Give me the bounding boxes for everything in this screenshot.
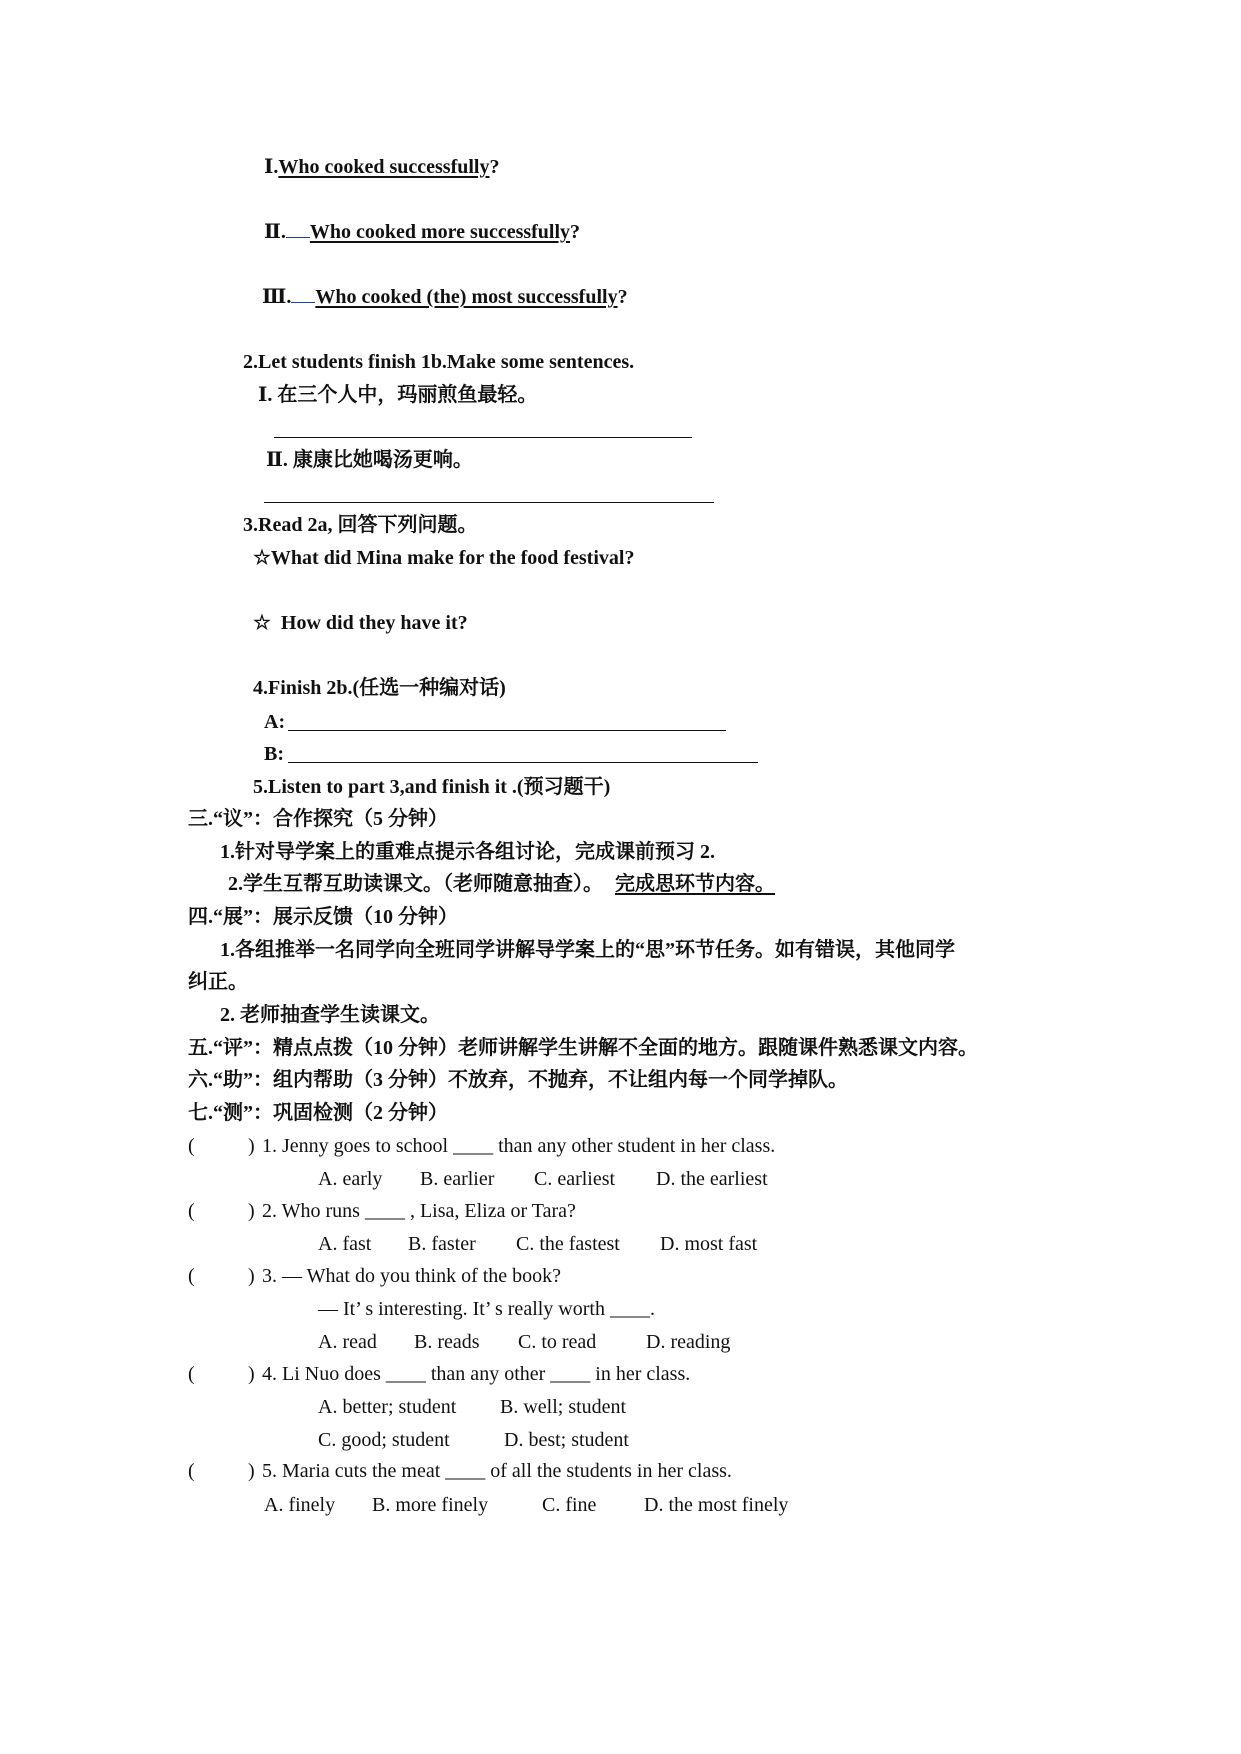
quiz-q1-option-c: C. earliest xyxy=(534,1168,616,1190)
section4-line2: 2. 老师抽查学生读课文。 xyxy=(220,1004,440,1026)
section7-heading: 七.“测”：巩固检测（2 分钟） xyxy=(188,1102,448,1124)
task2-answer-line-2 xyxy=(264,502,714,503)
quiz-q2-stem: 2. Who runs ____ , Lisa, Eliza or Tara? xyxy=(262,1200,576,1222)
quiz-q4-option-a: A. better; student xyxy=(318,1396,457,1418)
task3-question-2: ☆ How did they have it? xyxy=(253,612,468,634)
quiz-q4-paren-open: ( xyxy=(188,1363,195,1385)
q1-item-2-tail: ? xyxy=(570,221,581,243)
quiz-q4-paren-close: ) xyxy=(248,1363,255,1385)
q1-item-3-num: Ⅲ. xyxy=(262,286,292,308)
task2-item-2: Ⅱ. 康康比她喝汤更响。 xyxy=(266,449,473,471)
quiz-q5-option-c: C. fine xyxy=(542,1494,597,1516)
quiz-q3-stem: 3. — What do you think of the book? xyxy=(262,1265,562,1287)
q1-item-1-text: Who cooked successfully xyxy=(278,156,490,178)
quiz-q3-option-c: C. to read xyxy=(518,1331,597,1353)
q1-item-2-text: Who cooked more successfully xyxy=(309,221,571,243)
q1-item-2 xyxy=(264,222,580,242)
quiz-q4-option-d: D. best; student xyxy=(504,1429,629,1451)
quiz-q5-paren-close: ) xyxy=(248,1460,255,1482)
q1-item-1-tail: ? xyxy=(489,156,500,178)
task4-b-line xyxy=(288,762,758,763)
quiz-q1-option-a: A. early xyxy=(318,1168,383,1190)
quiz-q5-option-d: D. the most finely xyxy=(644,1494,789,1516)
task3-question-1: ☆What did Mina make for the food festival? xyxy=(253,547,635,569)
section3-heading: 三.“议”：合作探究（5 分钟） xyxy=(188,808,448,830)
quiz-q2-option-b: B. faster xyxy=(408,1233,476,1255)
section5: 五.“评”：精点点拨（10 分钟）老师讲解学生讲解不全面的地方。跟随课件熟悉课文内容。 xyxy=(188,1037,978,1059)
task4-title: 4.Finish 2b.(任选一种编对话) xyxy=(253,677,506,699)
section4-line1b: 纠正。 xyxy=(188,971,248,993)
section6: 六.“助”：组内帮助（3 分钟）不放弃，不抛弃，不让组内每一个同学掉队。 xyxy=(188,1069,848,1091)
section3-line2-underlined: 完成思环节内容。 xyxy=(615,873,775,895)
quiz-q5-stem: 5. Maria cuts the meat ____ of all the students in her class. xyxy=(262,1460,732,1482)
task5: 5.Listen to part 3,and finish it .(预习题干) xyxy=(253,776,611,798)
section4-heading: 四.“展”：展示反馈（10 分钟） xyxy=(188,906,458,928)
quiz-q1-option-b: B. earlier xyxy=(420,1168,495,1190)
quiz-q3-option-b: B. reads xyxy=(414,1331,480,1353)
task3-title: 3.Read 2a, 回答下列问题。 xyxy=(243,514,478,536)
quiz-q4-option-b: B. well; student xyxy=(500,1396,627,1418)
task2-item-1: Ⅰ. 在三个人中，玛丽煎鱼最轻。 xyxy=(258,384,538,406)
quiz-q2-option-a: A. fast xyxy=(318,1233,372,1255)
section3-line1: 1.针对导学案上的重难点提示各组讨论，完成课前预习 2. xyxy=(220,841,715,863)
quiz-q4-option-c: C. good; student xyxy=(318,1429,450,1451)
task2-title: 2.Let students finish 1b.Make some sentences. xyxy=(243,351,635,373)
quiz-q1-stem: 1. Jenny goes to school ____ than any other student in her class. xyxy=(262,1135,776,1157)
quiz-q3-option-a: A. read xyxy=(318,1331,377,1353)
quiz-q3-option-d: D. reading xyxy=(646,1331,731,1353)
section3-line2 xyxy=(228,874,787,894)
task4-a-line xyxy=(288,730,726,731)
q1-item-2-leader xyxy=(286,236,310,238)
q1-item-3 xyxy=(262,287,628,307)
q1-item-1 xyxy=(264,157,499,177)
task4-a-label: A: xyxy=(264,711,286,733)
quiz-q1-option-d: D. the earliest xyxy=(656,1168,768,1190)
quiz-q1-paren-open: ( xyxy=(188,1135,195,1157)
quiz-q3-paren-close: ) xyxy=(248,1265,255,1287)
q1-item-3-leader xyxy=(291,301,315,303)
task4-b-label: B: xyxy=(264,743,284,765)
quiz-q2-option-c: C. the fastest xyxy=(516,1233,620,1255)
quiz-q2-paren-close: ) xyxy=(248,1200,255,1222)
quiz-q4-stem: 4. Li Nuo does ____ than any other ____ in her class. xyxy=(262,1363,691,1385)
section3-line2-text: 2.学生互帮互助读课文。（老师随意抽查）。 xyxy=(228,873,603,895)
quiz-q2-paren-open: ( xyxy=(188,1200,195,1222)
quiz-q5-paren-open: ( xyxy=(188,1460,195,1482)
quiz-q2-option-d: D. most fast xyxy=(660,1233,758,1255)
section4-line1a: 1.各组推举一名同学向全班同学讲解导学案上的“思”环节任务。如有错误，其他同学 xyxy=(220,939,955,961)
task2-answer-line-1 xyxy=(274,437,692,438)
quiz-q5-option-b: B. more finely xyxy=(372,1494,489,1516)
q1-item-1-num: Ⅰ. xyxy=(264,156,279,178)
q1-item-3-text: Who cooked (the) most successfully xyxy=(315,286,618,308)
quiz-q3-paren-open: ( xyxy=(188,1265,195,1287)
quiz-q5-option-a: A. finely xyxy=(264,1494,336,1516)
q1-item-2-num: Ⅱ. xyxy=(264,221,286,243)
quiz-q1-paren-close: ) xyxy=(248,1135,255,1157)
q1-item-3-tail: ? xyxy=(617,286,628,308)
quiz-q3-reply: — It’ s interesting. It’ s really worth ____. xyxy=(318,1298,655,1320)
